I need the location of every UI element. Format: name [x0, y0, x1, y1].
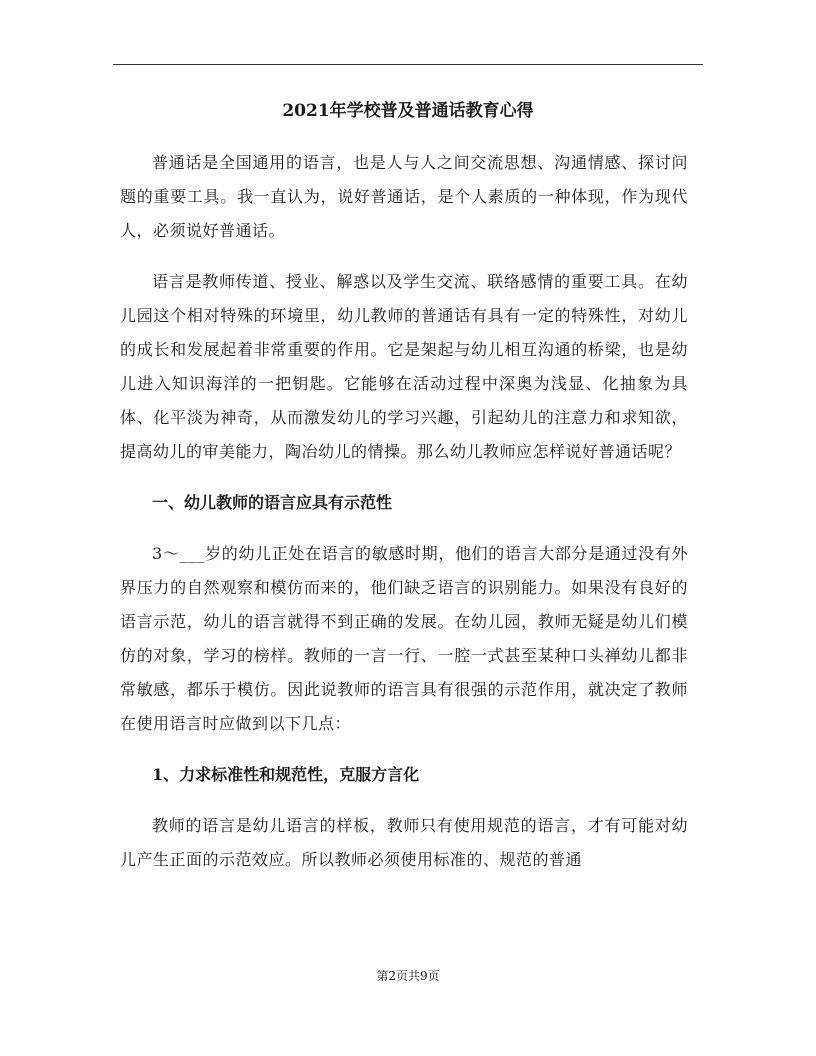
subsection-heading-1: 1、力求标准性和规范性，克服方言化: [152, 765, 420, 784]
paragraph-intro: 普通话是全国通用的语言，也是人与人之间交流思想、沟通情感、探讨问题的重要工具。我一直认为，说好普通话，是个人素质的一种体现，作为现代人，必须说好普通话。: [120, 153, 688, 240]
document-body: [120, 146, 688, 894]
section-heading-1: 一、幼儿教师的语言应具有示范性: [152, 493, 393, 512]
document-title: 2021年学校普及普通话教育心得: [282, 101, 534, 121]
page-number-footer: 第2页共9页: [376, 969, 440, 983]
paragraph-demonstration: 3～___岁的幼儿正处在语言的敏感时期，他们的语言大部分是通过没有外界压力的自然观察和模仿而来的，他们缺乏语言的识别能力。如果没有良好的语言示范，幼儿的语言就得不到正确的发展。在幼儿园，教师无疑是幼儿们模仿的对象，学习的榜样。教师的一言一行、一腔一式甚至某种口头禅幼儿都非常敏感，都乐于模仿。因此说教师的语言具有很强的示范作用，就决定了教师在使用语言时应做到以下几点：: [120, 544, 688, 733]
paragraph-standard-language: 教师的语言是幼儿语言的样板，教师只有使用规范的语言，才有可能对幼儿产生正面的示范效应。所以教师必须使用标准的、规范的普通: [120, 816, 688, 869]
paragraph-language-role: 语言是教师传道、授业、解惑以及学生交流、联络感情的重要工具。在幼儿园这个相对特殊的环境里，幼儿教师的普通话有具有一定的特殊性，对幼儿的成长和发展起着非常重要的作用。它是架起与幼儿相互沟通的桥梁，也是幼儿进入知识海洋的一把钥匙。它能够在活动过程中深奥为浅显、化抽象为具体、化平淡为神奇，从而激发幼儿的学习兴趣，引起幼儿的注意力和求知欲，提高幼儿的审美能力，陶冶幼儿的情操。那么幼儿教师应怎样说好普通话呢？: [120, 272, 688, 461]
header-rule: [113, 64, 703, 65]
